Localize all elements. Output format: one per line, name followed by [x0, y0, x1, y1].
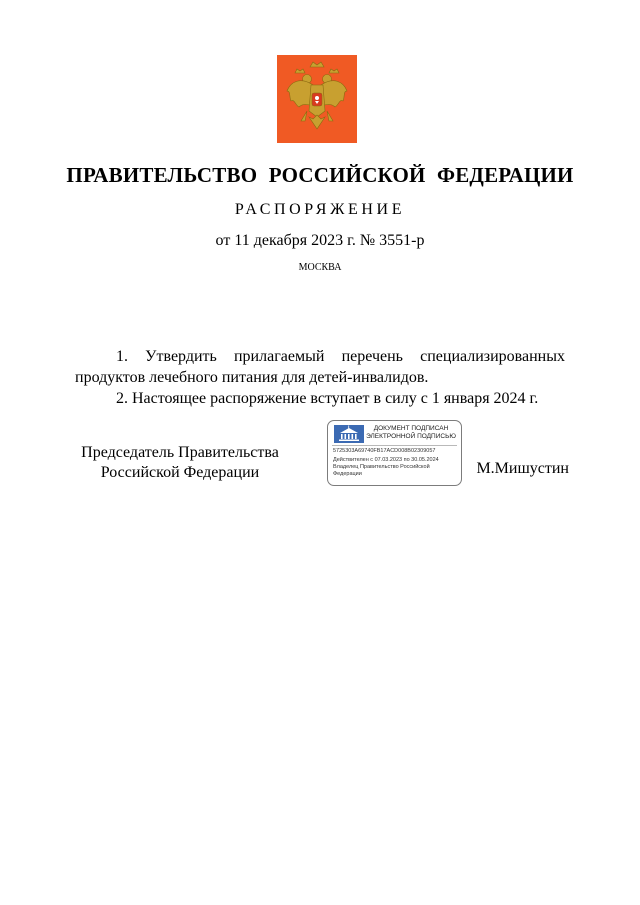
stamp-heading-line-1: ДОКУМЕНТ ПОДПИСАН: [373, 425, 449, 432]
stamp-owner: Владелец Правительство Российской Федерации: [333, 464, 430, 477]
signatory-position: [66, 443, 294, 483]
document-type: РАСПОРЯЖЕНИЕ: [234, 201, 406, 218]
document-city: МОСКВА: [298, 262, 342, 273]
order-item-2: 2. Настоящее распоряжение вступает в силу с 1 января 2024 г.: [116, 390, 539, 407]
coat-of-arms-icon: [277, 55, 357, 143]
document-date-number: от 11 декабря 2023 г. № 3551-р: [215, 232, 425, 249]
signatory-position-line-1: Председатель Правительства: [81, 444, 279, 461]
signatory-position-line-2: Российской Федерации: [100, 464, 260, 481]
stamp-heading-line-2: ЭЛЕКТРОННОЙ ПОДПИСЬЮ: [366, 433, 456, 440]
stamp-heading: [365, 425, 457, 441]
stamp-validity: Действителен с 07.03.2023 по 30.05.2024: [333, 457, 439, 463]
signatory-name: М.Мишустин: [476, 460, 569, 477]
stamp-divider: [332, 445, 457, 446]
order-item-1: 1. Утвердить прилагаемый перечень специализированных продуктов лечебного питания для детей-инвалидов.: [75, 348, 565, 386]
stamp-certificate-serial: 5725303A69740FB17ACD008B02309057: [333, 448, 436, 454]
document-body: [75, 346, 565, 409]
government-building-icon: [334, 425, 364, 443]
document-title: ПРАВИТЕЛЬСТВО РОССИЙСКОЙ ФЕДЕРАЦИИ: [66, 163, 574, 187]
electronic-signature-stamp: [327, 420, 462, 486]
